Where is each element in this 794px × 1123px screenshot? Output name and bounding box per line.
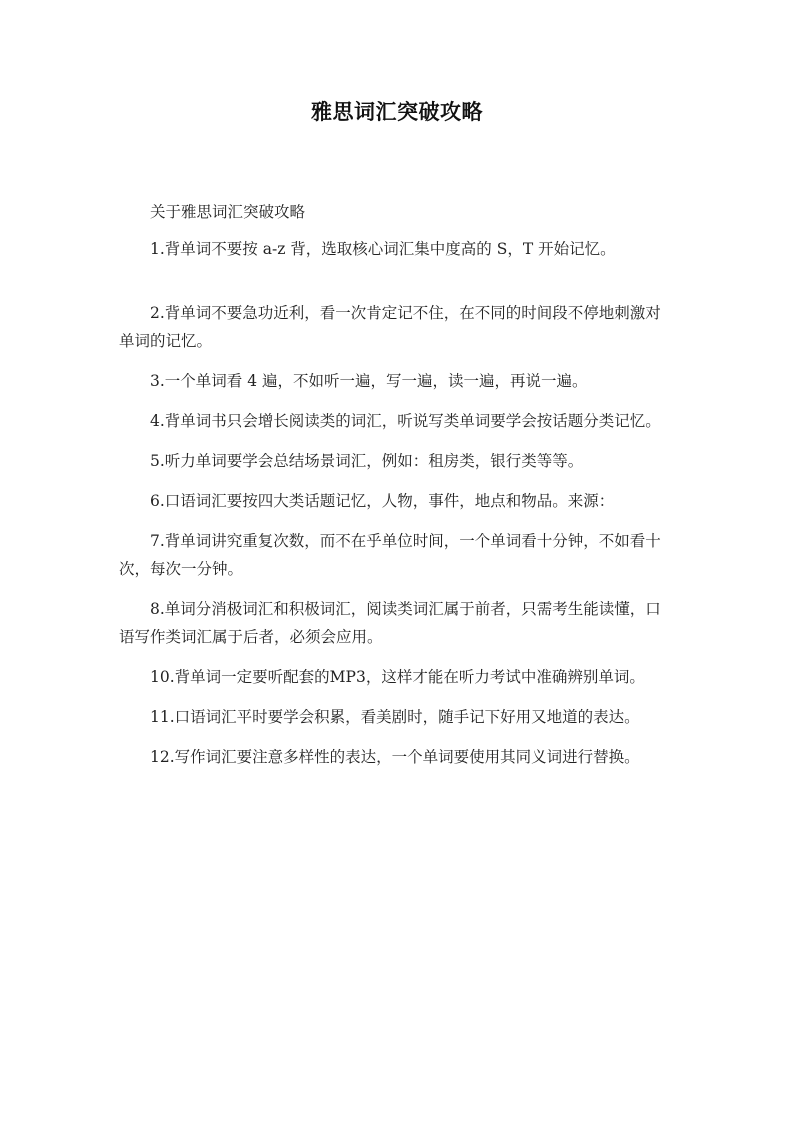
tip-paragraph-2: 2.背单词不要急功近利，看一次肯定记不住，在不同的时间段不停地刺激对单词的记忆。 [119,304,661,350]
intro-paragraph: 关于雅思词汇突破攻略 [150,203,306,221]
tip-paragraph-8: 8.单词分消极词汇和积极词汇，阅读类词汇属于前者，只需考生能读懂，口语写作类词汇属于后者，必须会应用。 [119,600,661,646]
tip-paragraph-1: 1.背单词不要按 a-z 背，选取核心词汇集中度高的 S，T 开始记忆。 [150,240,616,258]
tip-paragraph-11: 11.口语词汇平时要学会积累，看美剧时，随手记下好用又地道的表达。 [150,708,640,726]
tip-paragraph-7: 7.背单词讲究重复次数，而不在乎单位时间，一个单词看十分钟，不如看十次，每次一分钟。 [119,532,661,578]
tip-paragraph-3: 3.一个单词看 4 遍，不如听一遍，写一遍，读一遍，再说一遍。 [150,372,588,390]
document-body [119,198,667,783]
tip-paragraph-12: 12.写作词汇要注意多样性的表达，一个单词要使用其同义词进行替换。 [150,748,640,766]
tip-paragraph-4: 4.背单词书只会增长阅读类的词汇，听说写类单词要学会按话题分类记忆。 [150,412,661,430]
tip-paragraph-10: 10.背单词一定要听配套的MP3，这样才能在听力考试中准确辨别单词。 [150,668,645,686]
document-title: 雅思词汇突破攻略 [311,99,483,124]
tip-paragraph-5: 5.听力单词要学会总结场景词汇，例如：租房类，银行类等等。 [150,452,584,470]
tip-paragraph-6: 6.口语词汇要按四大类话题记忆，人物，事件，地点和物品。来源： [150,492,615,510]
